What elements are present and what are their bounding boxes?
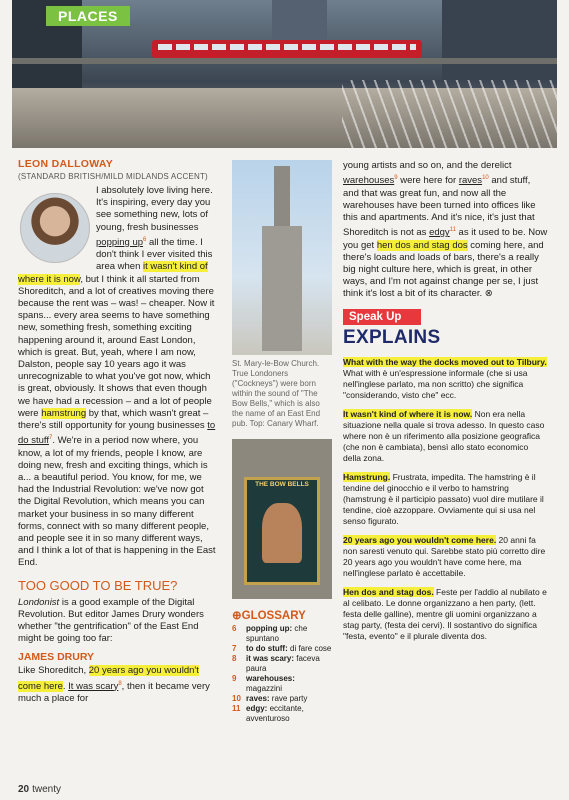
- glossary-term: raves:: [246, 694, 270, 703]
- glossary-title: ⊕GLOSSARY: [232, 610, 306, 622]
- explanation-entry: [343, 587, 548, 642]
- column-2: [232, 160, 332, 724]
- glossary-number: 7: [232, 644, 237, 653]
- speak-up-label: Speak Up: [343, 309, 421, 325]
- glossary-item: [232, 704, 332, 724]
- magazine-name: twenty: [32, 784, 62, 795]
- glossary-definition: eccitante, avventuroso: [246, 704, 304, 723]
- explanations: [343, 357, 548, 642]
- highlighted-phrase: hen dos and stag dos: [376, 239, 468, 251]
- church-photo: [232, 160, 332, 355]
- glossary-number: 10: [232, 694, 241, 703]
- footnote-number: 10: [482, 175, 489, 182]
- glossary-list: [232, 624, 332, 724]
- explains-title: EXPLAINS: [343, 326, 441, 348]
- speaker-photo: [20, 193, 90, 263]
- interview-text: [343, 160, 548, 301]
- text-run: is a good example of the Digital Revolution. But editor James Drury wonders whether "the gentrification" of the East End might be going too far:: [18, 596, 204, 645]
- glossary-term: warehouses:: [246, 674, 295, 683]
- glossary-number: 8: [232, 654, 237, 663]
- glossary-number: 9: [232, 674, 237, 683]
- explanation-text: Feste per l'addio al nubilato e al celibato. Le donne organizzano a hen party, (lett. festa delle galline), mentre gli uomini organizzano a stag party, (festa dei cervi). Il sostantivo do significa "festa, evento" e il plurale diventa dos.: [343, 586, 547, 641]
- page-footer: [18, 784, 61, 795]
- glossary-term: it was scary:: [246, 654, 295, 663]
- text-run: were here for: [397, 175, 459, 187]
- glossary-number: 11: [232, 704, 241, 713]
- text-run: , but I think it all started from Shoreditch, and a lot of creatives moving there because the rent was – was! – cheaper. Now it spans... every area seems to have something new, something fresh, something exciting happening around it, around East London, which is great. But, yeah, where I am now, Dalston, people say 10 years ago it was unrecognizable to what you've got now, which is great, obviously. It shows that even though we have had a recession – and a lot of people were: [18, 273, 215, 419]
- church-spire: [274, 166, 290, 351]
- subheading: TOO GOOD TO BE TRUE?: [18, 577, 178, 593]
- speaker-accent: (STANDARD BRITISH/MILD MIDLANDS ACCENT): [18, 172, 208, 181]
- glossary-term: edgy:: [246, 704, 268, 713]
- glossary-term: edgy: [429, 227, 450, 239]
- glossary-item: [232, 694, 332, 704]
- section-tag: PLACES: [46, 6, 130, 26]
- intro-text: [18, 597, 218, 646]
- page-number: 20: [18, 784, 30, 795]
- text-run: by that, which wasn't great – there's still opportunity for young businesses: [18, 407, 209, 432]
- glossary-term: popping up:: [246, 624, 293, 633]
- glossary-term: to do stuff: [18, 420, 216, 447]
- explanation-entry: [343, 535, 548, 579]
- glossary-term: to do stuff:: [246, 644, 288, 653]
- pub-sign-photo: [232, 439, 332, 599]
- column-3: [343, 160, 548, 642]
- interview-text: [18, 665, 218, 705]
- highlighted-phrase: 20 years ago you wouldn't come here: [18, 665, 199, 692]
- glossary-item: [232, 644, 332, 654]
- glossary-title-text: GLOSSARY: [241, 610, 306, 622]
- text-run: . We're in a period now where, you know, a lot of my friends, people I know, are doing new, fresh and exciting things, which is a... a beautiful period. You know, for me, we had the Industrial Revolution: we've now got the Digital Revolution, which means you can market your business in so many different forms, connect with so many different people, and people see it in so many different ways, and I think a lot of that is happening in the East End.: [18, 435, 216, 569]
- photo-caption: St. Mary-le-Bow Church. True Londoners ("Cockneys") were born within the sound of "The Bow Bells," which is also the name of an East End pub. Top: Canary Wharf.: [232, 359, 321, 428]
- text-run: , then it became very much a place for: [18, 680, 210, 704]
- footnote-number: 6: [143, 236, 147, 243]
- bridge-railing: [342, 80, 557, 148]
- text-run: as it used to be. Now you get: [343, 227, 548, 251]
- glossary-entry: [246, 704, 332, 724]
- explained-phrase: Hamstrung.: [343, 471, 391, 482]
- explanation-text: 20 anni fa non saresti venuto qui. Sarebbe stato più corretto dire 20 years ago you wouldn't have come here, ma nell'inglese parlato è accettabile.: [343, 534, 546, 578]
- glossary-definition: rave party: [269, 694, 308, 703]
- glossary-definition: magazzini: [246, 684, 283, 693]
- glossary-entry: [246, 624, 332, 644]
- building: [442, 0, 557, 80]
- glossary-number: 6: [232, 624, 237, 633]
- rail-track: [12, 58, 557, 64]
- glossary-term: raves: [458, 175, 483, 187]
- footnote-number: 11: [449, 227, 456, 234]
- text-run: coming here, and there's loads and loads of bars, there's a really big night culture here, which is great, in other ways, and I'm not against change per se, I just think it's lost a bit of its character. ⊗: [343, 239, 544, 300]
- explanation-text: Non era nella situazione nella quale si trova adesso. In questo caso where non è un riferimento alla posizione geografica (che non è cambiata), bensì allo stato economico della zona.: [343, 408, 545, 463]
- column-1: [18, 152, 218, 705]
- explanation-entry: [343, 357, 548, 401]
- footnote-number: 9: [394, 175, 398, 182]
- explanation-text: What with è un'espressione informale (che si usa nell'inglese parlato, ma non scritto) che significa "considerando, visto che" ecc.: [343, 367, 528, 400]
- text-run: I absolutely love living here. It's inspiring, every day you see something new, lots of young, fresh businesses: [96, 185, 213, 233]
- glossary-item: [232, 674, 332, 694]
- glossary-item: [232, 624, 332, 644]
- building: [272, 0, 327, 40]
- glossary-term: It was scary: [68, 680, 119, 692]
- text-run: Like Shoreditch,: [18, 665, 89, 677]
- highlighted-phrase: it wasn't kind of where it is now: [18, 261, 208, 285]
- glossary-entry: [246, 674, 332, 694]
- glossary: [232, 611, 332, 724]
- explanation-entry: [343, 472, 548, 527]
- glossary-definition: di fare cose: [287, 644, 332, 653]
- glossary-entry: [246, 644, 331, 654]
- explained-phrase: 20 years ago you wouldn't come here.: [343, 534, 497, 545]
- footnote-number: 8: [118, 680, 122, 687]
- glossary-term: warehouses: [343, 175, 395, 187]
- text-run: .: [62, 680, 69, 692]
- speaker-name: LEON DALLOWAY: [18, 158, 114, 170]
- text-run: Londonist: [18, 596, 60, 608]
- explained-phrase: What with the way the docks moved out to Tilbury.: [343, 356, 547, 367]
- highlighted-phrase: hamstrung: [41, 407, 87, 419]
- text-run: and stuff, and that was great fun, and now all the warehouses have been turned into offices like this and apartments. And it's nice, it's just that Shoreditch is not as: [343, 175, 536, 239]
- dlr-train: [152, 40, 422, 58]
- glossary-entry: [246, 654, 332, 674]
- glossary-term: popping up: [96, 236, 144, 248]
- explained-phrase: Hen dos and stag dos.: [343, 586, 434, 597]
- speaker-name: JAMES DRURY: [18, 651, 95, 664]
- glossary-entry: [246, 694, 307, 704]
- explanation-entry: [343, 409, 548, 464]
- explanation-text: Frustrata, impedita. The hamstring è il tendine del ginocchio e il verbo to hamstring (hamstrung è il participio passato) vuol dire mutilare il tendine, cioè azzoppare. Ovviamente qui si usa nel senso figurato.: [343, 471, 544, 526]
- sign-text: THE BOW BELLS: [255, 481, 309, 488]
- sign-figure: [262, 503, 302, 563]
- text-run: young artists and so on, and the derelict: [343, 160, 512, 171]
- interview-text: [18, 185, 218, 570]
- glossary-definition: che spuntano: [246, 624, 308, 643]
- footnote-number: 7: [49, 435, 53, 442]
- explained-phrase: It wasn't kind of where it is now.: [343, 408, 473, 419]
- glossary-item: [232, 654, 332, 674]
- text-run: all the time. I don't think I ever visited this area when: [96, 236, 213, 273]
- glossary-definition: faceva paura: [246, 654, 320, 673]
